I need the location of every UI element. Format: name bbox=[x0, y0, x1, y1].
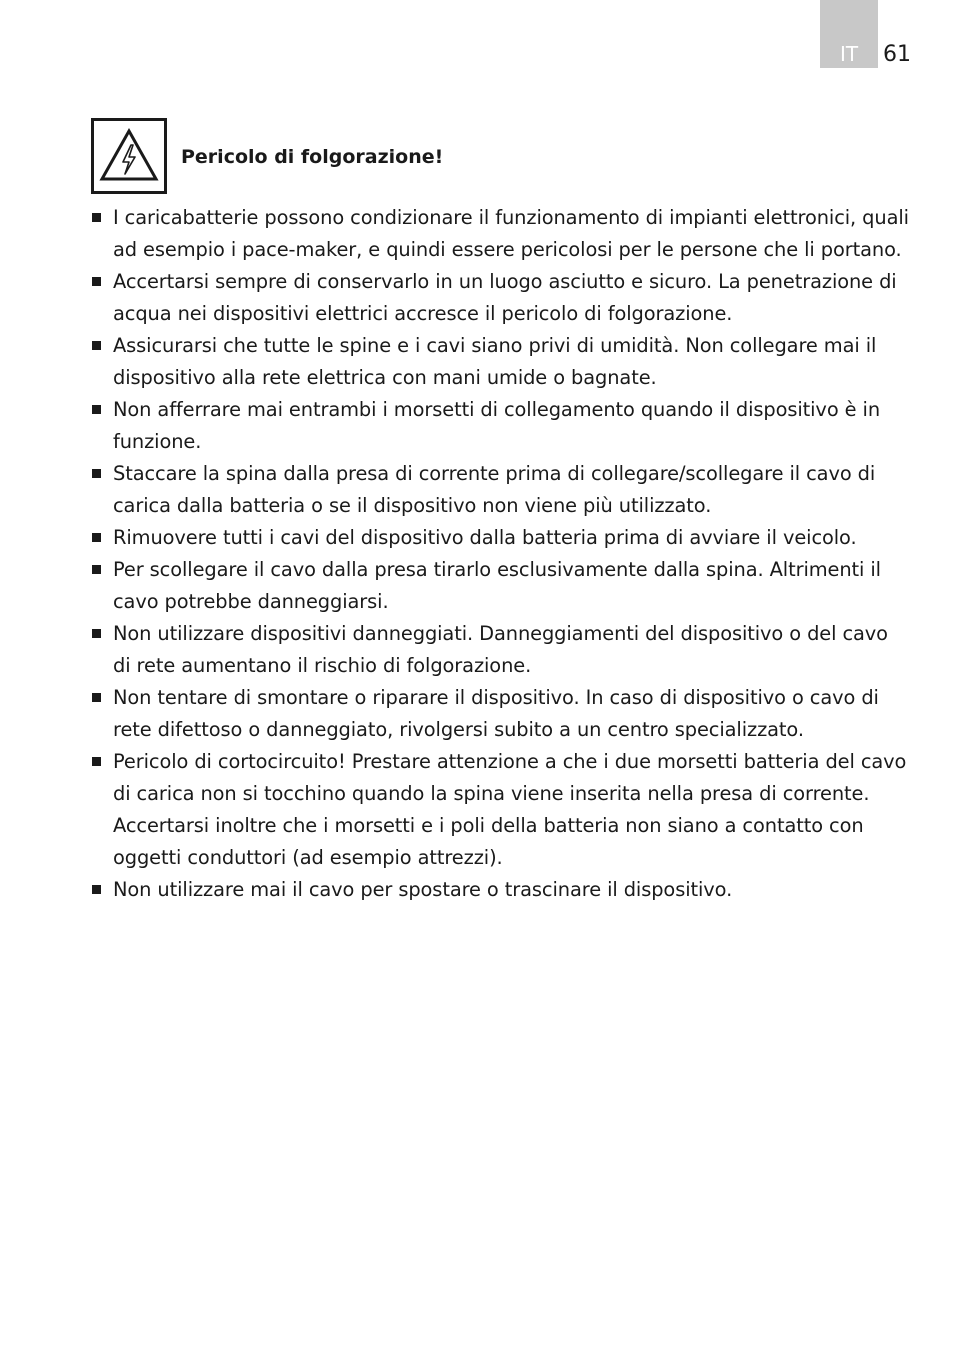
list-item-text: Rimuovere tutti i cavi del dispositivo dalla batteria prima di avviare il veicolo. bbox=[113, 526, 857, 549]
list-item bbox=[91, 202, 911, 266]
bullet-icon bbox=[92, 405, 101, 414]
list-item bbox=[91, 874, 911, 906]
warning-title: Pericolo di folgorazione! bbox=[181, 146, 444, 168]
list-item-text: Non utilizzare dispositivi danneggiati. Danneggiamenti del dispositivo o del cavo di rete aumentano il rischio di folgorazione. bbox=[113, 622, 888, 677]
list-item bbox=[91, 618, 911, 682]
safety-instructions-list bbox=[91, 202, 911, 906]
language-tab bbox=[820, 0, 878, 68]
list-item-text: Non utilizzare mai il cavo per spostare o trascinare il dispositivo. bbox=[113, 878, 733, 901]
bullet-icon bbox=[92, 629, 101, 638]
list-item bbox=[91, 554, 911, 618]
list-item bbox=[91, 746, 911, 874]
bullet-icon bbox=[92, 277, 101, 286]
language-code: IT bbox=[839, 42, 859, 66]
list-item-text: Non afferrare mai entrambi i morsetti di collegamento quando il dispositivo è in funzione. bbox=[113, 398, 881, 453]
bullet-icon bbox=[92, 213, 101, 222]
bullet-icon bbox=[92, 565, 101, 574]
list-item-text: Staccare la spina dalla presa di corrente prima di collegare/scollegare il cavo di carica dalla batteria o se il dispositivo non viene più utilizzato. bbox=[113, 462, 876, 517]
page-number: 61 bbox=[883, 42, 911, 67]
list-item bbox=[91, 330, 911, 394]
list-item bbox=[91, 394, 911, 458]
list-item-text: Accertarsi sempre di conservarlo in un luogo asciutto e sicuro. La penetrazione di acqua nei dispositivi elettrici accresce il pericolo di folgorazione. bbox=[113, 270, 897, 325]
list-item-text: Assicurarsi che tutte le spine e i cavi siano privi di umidità. Non collegare mai il dispositivo alla rete elettrica con mani umide o bagnate. bbox=[113, 334, 877, 389]
bullet-icon bbox=[92, 341, 101, 350]
list-item-text: Per scollegare il cavo dalla presa tirarlo esclusivamente dalla spina. Altrimenti il cavo potrebbe danneggiarsi. bbox=[113, 558, 881, 613]
list-item bbox=[91, 682, 911, 746]
electric-shock-warning-icon bbox=[91, 118, 167, 194]
bullet-icon bbox=[92, 693, 101, 702]
list-item bbox=[91, 458, 911, 522]
list-item-text: I caricabatterie possono condizionare il funzionamento di impianti elettronici, quali ad esempio i pace-maker, e quindi essere pericolosi per le persone che li portano. bbox=[113, 206, 909, 261]
list-item bbox=[91, 266, 911, 330]
bullet-icon bbox=[92, 885, 101, 894]
bullet-icon bbox=[92, 757, 101, 766]
list-item-text: Non tentare di smontare o riparare il dispositivo. In caso di dispositivo o cavo di rete difettoso o danneggiato, rivolgersi subito a un centro specializzato. bbox=[113, 686, 879, 741]
list-item-text: Pericolo di cortocircuito! Prestare attenzione a che i due morsetti batteria del cavo di carica non si tocchino quando la spina viene inserita nella presa di corrente. Accertarsi inoltre che i morsetti e i poli della batteria non siano a contatto con oggetti conduttori (ad esempio attrezzi). bbox=[113, 750, 907, 869]
bullet-icon bbox=[92, 469, 101, 478]
bullet-icon bbox=[92, 533, 101, 542]
list-item bbox=[91, 522, 911, 554]
